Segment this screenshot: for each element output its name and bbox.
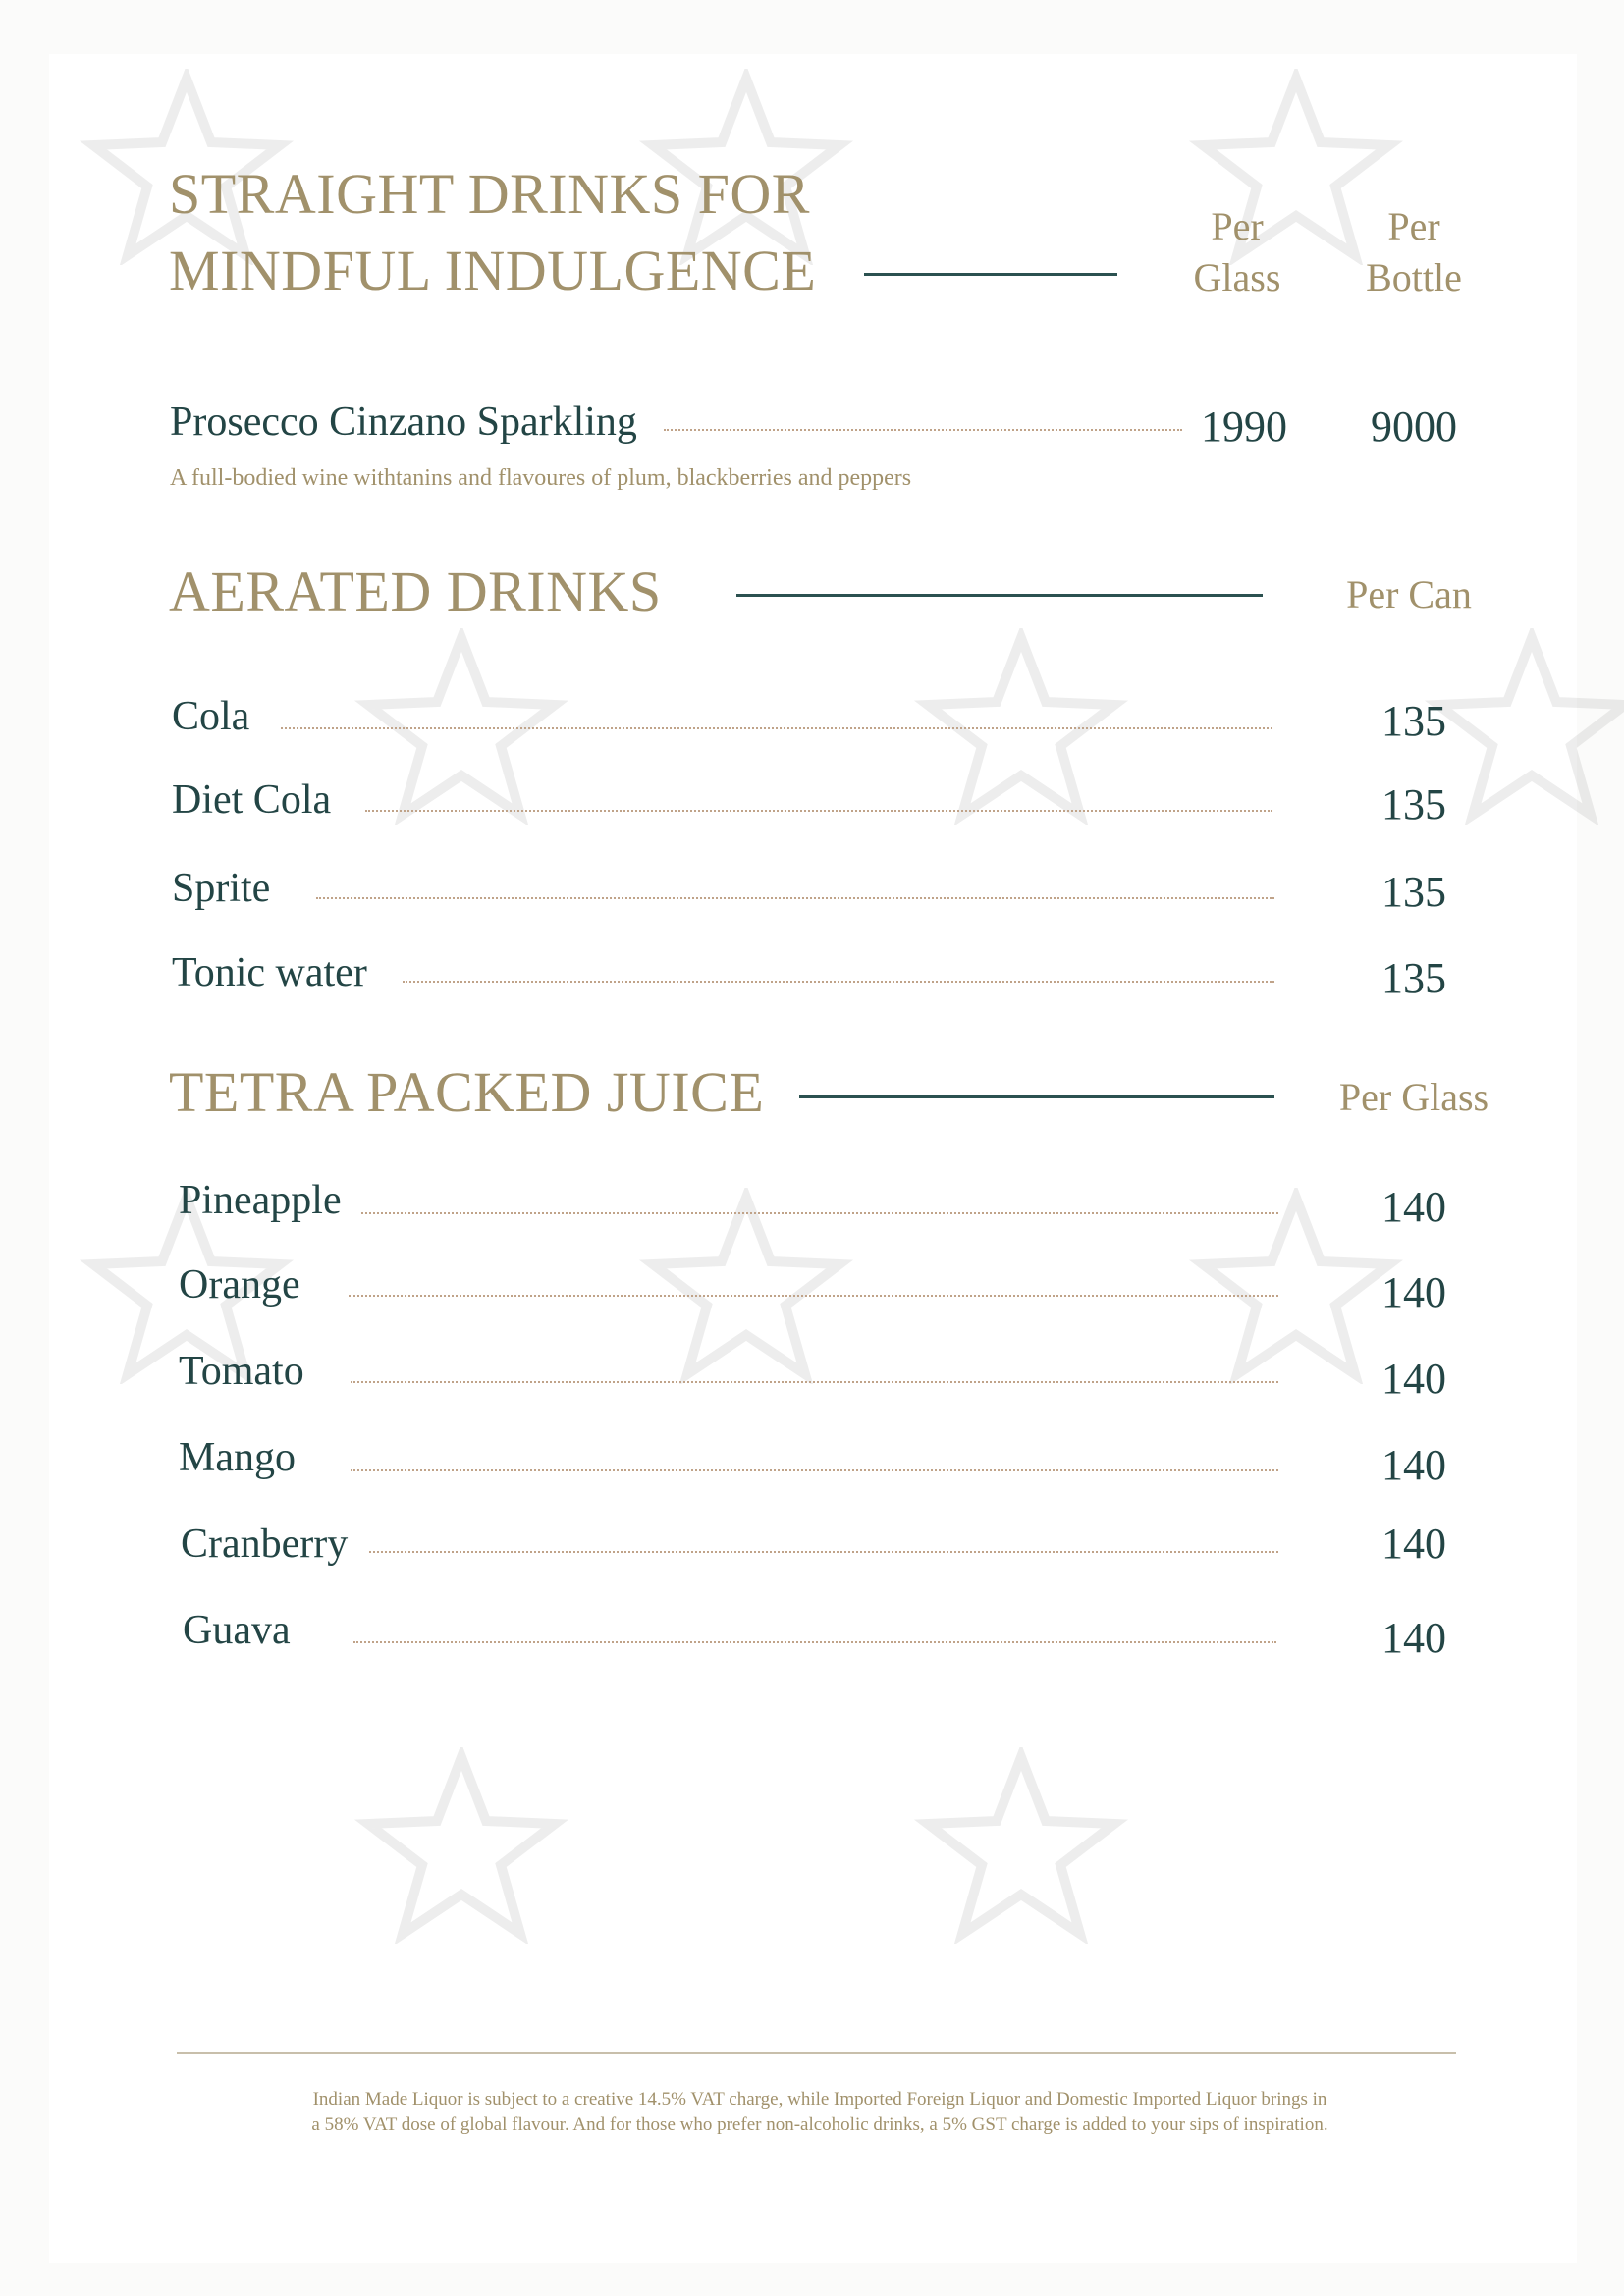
section-title-aerated: AERATED DRINKS xyxy=(169,560,662,623)
column-header-per-glass xyxy=(1159,201,1316,303)
dotted-leader xyxy=(281,727,1272,729)
column-header-per-bottle-line1: Per xyxy=(1387,204,1440,248)
item-price: 140 xyxy=(1381,1520,1446,1568)
tax-note xyxy=(216,2087,1424,2138)
item-name: Pineapple xyxy=(179,1178,342,1223)
section-rule-tetra xyxy=(799,1095,1274,1098)
item-price: 135 xyxy=(1381,954,1446,1002)
dotted-leader xyxy=(316,897,1274,899)
dotted-leader xyxy=(349,1295,1278,1297)
column-header-per-bottle xyxy=(1335,201,1492,303)
item-price: 135 xyxy=(1381,697,1446,745)
restaurant-guru-logo-icon xyxy=(913,1747,1129,1944)
restaurant-guru-logo-icon xyxy=(913,628,1129,825)
footer-divider xyxy=(177,2052,1456,2054)
section-title-straight-line1: STRAIGHT DRINKS FOR xyxy=(169,162,810,226)
column-header-per-glass-line1: Per xyxy=(1211,204,1264,248)
dotted-leader xyxy=(351,1469,1278,1471)
dotted-leader xyxy=(361,1212,1278,1214)
item-price: 140 xyxy=(1381,1268,1446,1316)
item-name: Diet Cola xyxy=(172,777,332,823)
item-price: 135 xyxy=(1381,868,1446,916)
section-title-straight-line2: MINDFUL INDULGENCE xyxy=(169,239,817,302)
item-price: 140 xyxy=(1381,1355,1446,1403)
section-rule-straight xyxy=(864,273,1117,276)
dotted-leader xyxy=(353,1641,1276,1643)
item-name: Orange xyxy=(179,1262,300,1308)
tax-note-line2: a 58% VAT dose of global flavour. And for those who prefer non-alcoholic drinks, a 5% GST charge is added to your sips of inspiration. xyxy=(311,2114,1328,2135)
tax-note-line1: Indian Made Liquor is subject to a creative 14.5% VAT charge, while Imported Foreign Liquor and Domestic Imported Liquor brings in xyxy=(312,2089,1327,2109)
item-name: Sprite xyxy=(172,866,271,911)
menu-page xyxy=(49,54,1577,2263)
dotted-leader xyxy=(664,429,1182,431)
column-header-per-can: Per Can xyxy=(1346,572,1472,616)
section-title-tetra: TETRA PACKED JUICE xyxy=(169,1060,765,1124)
restaurant-guru-logo-icon xyxy=(353,1747,569,1944)
item-price-glass: 1990 xyxy=(1201,402,1287,451)
section-rule-aerated xyxy=(736,594,1263,597)
item-price: 140 xyxy=(1381,1441,1446,1489)
item-price: 140 xyxy=(1381,1183,1446,1231)
item-name: Guava xyxy=(183,1608,291,1653)
restaurant-guru-logo-icon xyxy=(353,628,569,825)
dotted-leader xyxy=(351,1381,1278,1383)
item-name: Prosecco Cinzano Sparkling xyxy=(170,400,637,445)
column-header-per-bottle-line2: Bottle xyxy=(1366,255,1462,299)
dotted-leader xyxy=(403,981,1274,983)
item-price: 140 xyxy=(1381,1614,1446,1662)
restaurant-guru-logo-icon xyxy=(638,1188,854,1384)
item-name: Tonic water xyxy=(172,950,367,995)
item-name: Cranberry xyxy=(181,1522,349,1567)
item-price-bottle: 9000 xyxy=(1371,402,1457,451)
item-name: Tomato xyxy=(179,1349,304,1394)
item-description: A full-bodied wine withtanins and flavoures of plum, blackberries and peppers xyxy=(170,465,912,491)
item-name: Mango xyxy=(179,1435,296,1480)
item-price: 135 xyxy=(1381,780,1446,828)
dotted-leader xyxy=(365,810,1272,812)
dotted-leader xyxy=(369,1551,1278,1553)
column-header-per-glass-juice: Per Glass xyxy=(1338,1075,1489,1119)
column-header-per-glass-line2: Glass xyxy=(1193,255,1281,299)
item-name: Cola xyxy=(172,694,250,739)
